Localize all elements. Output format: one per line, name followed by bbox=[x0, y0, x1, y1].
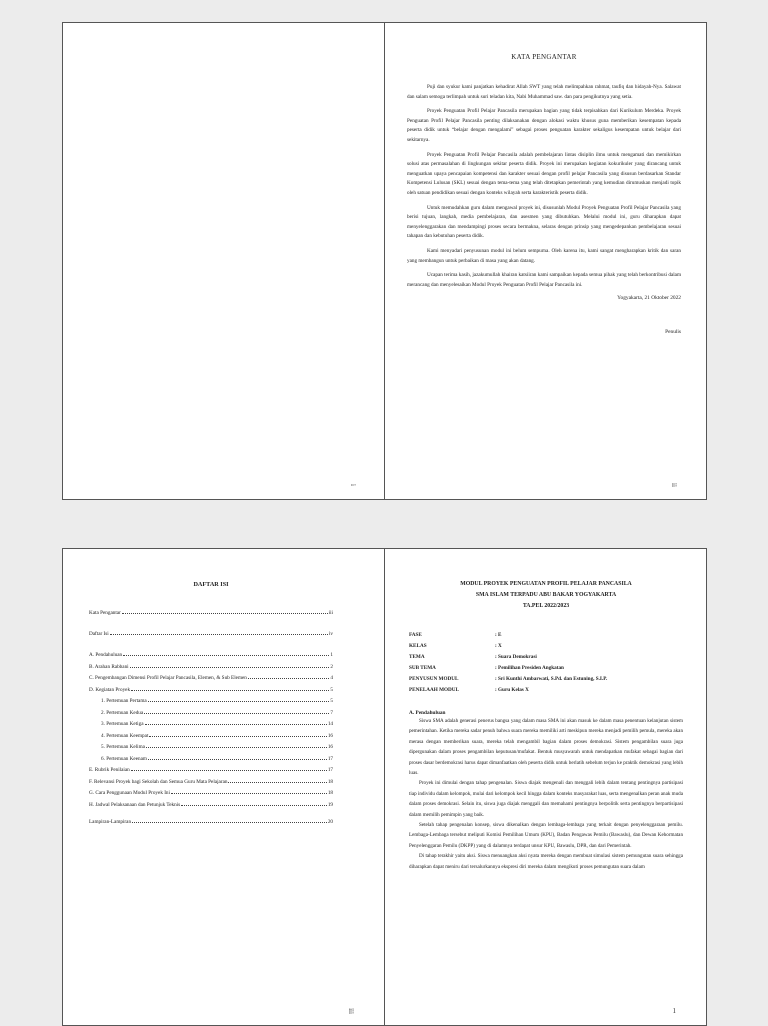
paragraph: Proyek Penguatan Profil Pelajar Pancasila merupakan bagian yang tidak terpisahkan dari Kurikulum Merdeka. Proyek Penguatan Profil Pelajar Pancasila penting dilaksanakan dengan alokasi waktu khusus guna memberikan kesempatan kepada peserta didik untuk “belajar dengan mengalami” sebagai proses penguatan karakter sekaligus kesempatan untuk belajar dari sekitarnya. bbox=[407, 108, 681, 143]
toc-page: 2 bbox=[330, 663, 333, 670]
modul-content bbox=[409, 579, 683, 872]
toc-entry[interactable] bbox=[89, 652, 333, 664]
toc-label: Lampiran-Lampiran bbox=[89, 819, 132, 825]
toc-label: F. Relevansi Proyek bagi Sekolah dan Semua Guru Mata Pelajaran bbox=[89, 778, 228, 785]
toc-leader bbox=[130, 667, 330, 668]
heading-line: SMA ISLAM TERPADU ABU BAKAR YOGYAKARTA bbox=[475, 592, 617, 598]
info-field bbox=[409, 687, 683, 698]
page-title: KATA PENGANTAR bbox=[511, 53, 577, 61]
toc-label: A. Pendahuluan bbox=[89, 652, 123, 658]
modul-page bbox=[384, 548, 707, 1026]
toc-label: E. Rubrik Penilaian bbox=[89, 767, 130, 773]
toc-label: H. Jadwal Pelaksanaan dan Petunjuk Teknis bbox=[89, 801, 181, 808]
toc-leader bbox=[146, 747, 327, 748]
toc-leader bbox=[228, 782, 326, 783]
paragraph: Proyek Penguatan Profil Pelajar Pancasila adalah pembelajaran lintas disiplin ilmu untuk mengamati dan memikirkan solusi atas permasalahan di lingkungan sekitar peserta didik. Proyek ini merupakan kegiatan kokurikuler yang dirancang untuk menguatkan upaya pencapaian kompetensi dan karakter sesuai dengan profil pelajar Pancasila yang disusun berdasarkan Standar Kompetensi Lulusan (SKL) sesuai dengan tema-tema yang telah ditetapkan pemerintah yang kemudian dirumuskan menjadi topik oleh satuan pendidikan sesuai dengan konteks wilayah serta karakteristik peserta didik. bbox=[407, 151, 681, 196]
toc-label: 1. Pertemuan Pertama bbox=[101, 698, 147, 704]
page-number: ii bbox=[670, 483, 679, 487]
toc-leader bbox=[181, 805, 327, 806]
toc-label: 2. Pertemuan Kedua bbox=[101, 709, 144, 716]
field-key: TEMA bbox=[409, 654, 425, 660]
toc-leader bbox=[171, 793, 327, 794]
toc-leader bbox=[145, 724, 327, 725]
toc-label: 4. Pertemuan Keempat bbox=[101, 732, 149, 739]
paragraph: Setelah tahap pengenalan konsep, siswa dikenalkan dengan lembaga-lembaga yang terkait dengan penyelenggaraan pemilu. Lembaga-Lembaga tersebut meliputi Komisi Pemilihan Umum (KPU), Badan Pengawas Pemilu (Bawaslu), dan Dewan Kehormatan Penyelenggaran Pemilu (DKPP) yang di dalamnya terdapat unsur KPU, Bawaslu, DPR, dan dari Pemerintah. bbox=[409, 822, 683, 849]
toc-leader bbox=[248, 678, 330, 679]
toc-entry[interactable] bbox=[89, 756, 333, 768]
date-line: Yogyakarta, 21 Oktober 2022 bbox=[617, 295, 681, 302]
page-title: DAFTAR ISI bbox=[193, 581, 229, 588]
toc-entry[interactable] bbox=[89, 779, 333, 791]
toc-page: 17 bbox=[327, 755, 333, 762]
paragraph: Ucapan terima kasih, jazakumullah khairan katsiiran kami sampaikan kepada semua pihak yang telah berkontribusi dalam merancang dan menyelesaikan Modul Proyek Penguatan Profil Pelajar Pancasila ini. bbox=[407, 272, 681, 288]
toc-page: 16 bbox=[327, 732, 333, 739]
toc-entry[interactable] bbox=[89, 675, 333, 687]
toc-entry[interactable] bbox=[89, 790, 333, 802]
field-key: PENYUSUN MODUL bbox=[409, 676, 459, 682]
info-field bbox=[409, 643, 683, 654]
field-value: : Sri Kunthi Ambarwati, S.Pd. dan Estuning, S.I.P. bbox=[495, 676, 608, 682]
paragraph: Puji dan syukur kami panjatkan kehadirat Allah SWT yang telah melimpahkan rahmat, taufiq dan hidayah-Nya. Salawat dan salam semoga terlimpah untuk suri teladan kita, Nabi Muhammad saw. dan para pengikutnya yang setia. bbox=[407, 84, 681, 100]
toc-entry[interactable] bbox=[89, 664, 333, 676]
toc-page: 5 bbox=[330, 686, 333, 693]
toc-entry[interactable] bbox=[89, 744, 333, 756]
toc-label: B. Arahan Rabbani bbox=[89, 663, 129, 670]
toc-page: 18 bbox=[327, 790, 333, 796]
paragraph: Proyek ini dimulai dengan tahap pengenalan. Siswa diajak mengenali dan menggali lebih dalam tentang pentingnya partisipasi tiap individu dalam kelompok, mulai dari kelompok kecil hingga dalam konteks masyarakat luas, serta mengenalkan peran anak muda dalam proses demokrasi. Selain itu, siswa juga diajak menggali dan memahami pentingnya berpolitik serta pentingnya berpartisipasi dalam memilih pemimpin yang baik. bbox=[409, 780, 683, 818]
toc-page: 17 bbox=[327, 767, 333, 773]
toc-page: 1 bbox=[330, 652, 333, 658]
paragraph: Untuk memudahkan guru dalam mengawal proyek ini, disusunlah Modul Proyek Penguatan Profil Pelajar Pancasila yang berisi tujuan, langkah, media pembelajaran, dan asesmen yang dibutuhkan. Melalui modul ini, guru diharapkan dapat menyelenggarakan dan mendampingi proses secara bermakna, selaras dengan prinsip yang mengedepankan pembelajaran sesuai tahapan dan kebutuhan peserta didik. bbox=[407, 204, 681, 240]
blank-page bbox=[62, 22, 385, 500]
page-number: 1 bbox=[672, 1007, 676, 1015]
toc-page: iv bbox=[328, 631, 333, 637]
toc-entry[interactable] bbox=[89, 710, 333, 722]
toc-leader bbox=[132, 822, 327, 823]
toc-entry[interactable] bbox=[89, 819, 333, 831]
heading-line: MODUL PROYEK PENGUATAN PROFIL PELAJAR PANCASILA bbox=[460, 581, 632, 587]
info-field bbox=[409, 676, 683, 687]
toc-page: 19 bbox=[327, 801, 333, 808]
toc-leader bbox=[149, 736, 326, 737]
kata-pengantar-content bbox=[407, 53, 681, 335]
page-number: i bbox=[349, 484, 358, 486]
signature: Penulis bbox=[665, 329, 681, 336]
toc-page: 14 bbox=[327, 721, 333, 727]
toc-entry[interactable] bbox=[89, 698, 333, 710]
toc-leader bbox=[122, 613, 328, 614]
info-field bbox=[409, 632, 683, 643]
paragraph: Di tahap terakhir yaitu aksi. Siswa menuangkan aksi nyata mereka dengan membuat simulasi sistem pemungutan suara sehingga diharapkan dapat meniru dari tersalurkannya ekspresi diri mereka dalam mengikuti proses pemungutan suara dalam bbox=[409, 853, 683, 870]
field-value: : Guru Kelas X bbox=[495, 687, 529, 693]
toc-entry[interactable] bbox=[89, 767, 333, 779]
toc-leader bbox=[123, 655, 329, 656]
section-title: A. Pendahuluan bbox=[409, 710, 446, 716]
toc-entry[interactable] bbox=[89, 733, 333, 745]
toc-label: Kata Pengantar bbox=[89, 610, 121, 616]
toc-label: 3. Pertemuan Ketiga bbox=[101, 721, 144, 727]
toc-leader bbox=[144, 713, 329, 714]
toc-page: 16 bbox=[327, 744, 333, 750]
paragraph: Kami menyadari penyusunan modul ini belum sempurna. Oleh karena itu, kami sangat mengharapkan kritik dan saran yang membangun untuk perbaikan di masa yang akan datang. bbox=[407, 247, 681, 264]
toc-entry[interactable] bbox=[89, 610, 333, 631]
toc-page: 7 bbox=[330, 709, 333, 716]
heading-line: TA.PEL 2022/2023 bbox=[522, 603, 570, 609]
toc-leader bbox=[131, 690, 329, 691]
toc-page: 18 bbox=[327, 778, 333, 785]
toc-leader bbox=[131, 770, 327, 771]
daftar-isi-page bbox=[62, 548, 385, 1026]
table-of-contents bbox=[89, 581, 333, 831]
field-value: : Suara Demokrasi bbox=[495, 654, 537, 660]
field-key: KELAS bbox=[409, 643, 427, 649]
info-field bbox=[409, 654, 683, 665]
toc-entry[interactable] bbox=[89, 687, 333, 699]
paragraph: Siswa SMA adalah generasi penerus bangsa yang dalam masa SMA ini akan masuk ke dalam masa penentuan kelanjutan sistem pemerintahan. Ketika mereka sadar penuh bahwa suara mereka memiliki arti meskipun mereka menjadi pemilih pemula, mereka akan merasa dengan memberikan suara, mereka telah mengambil bagian dalam proses demokrasi. Sistem pengambilan suara juga dipergunakan dalam proses pengambilan keputusan/mufakat. Bentuk musyawarah untuk mendapatkan mufakat sebagai bagian dari proses dasar berdemokrasi harus dapat dimanfaatkan oleh peserta didik untuk berlatih sebelum terjun ke praktik demokrasi yang lebih luas. bbox=[409, 718, 683, 777]
toc-leader bbox=[110, 634, 328, 635]
kata-pengantar-page bbox=[384, 22, 707, 500]
field-value: : E bbox=[495, 632, 502, 638]
toc-label: C. Pengembangan Dimensi Profil Pelajar Pancasila, Elemen, & Sub Elemen bbox=[89, 675, 247, 681]
field-key: FASE bbox=[409, 632, 422, 638]
toc-page: 4 bbox=[330, 675, 333, 681]
toc-leader bbox=[148, 701, 330, 702]
toc-entry[interactable] bbox=[89, 721, 333, 733]
toc-label: D. Kegiatan Proyek bbox=[89, 686, 131, 693]
toc-entry[interactable] bbox=[89, 802, 333, 814]
page-number: iii bbox=[347, 1008, 356, 1014]
toc-leader bbox=[148, 759, 327, 760]
toc-label: 5. Pertemuan Kelima bbox=[101, 744, 145, 750]
modul-heading bbox=[409, 579, 683, 612]
field-key: SUB TEMA bbox=[409, 665, 436, 671]
toc-entry[interactable] bbox=[89, 631, 333, 652]
toc-label: G. Cara Penggunaan Modul Proyek Ini bbox=[89, 790, 170, 796]
toc-label: 6. Pertemuan Keenam bbox=[101, 755, 147, 762]
field-key: PENELAAH MODUL bbox=[409, 687, 460, 693]
toc-page: iii bbox=[328, 610, 333, 616]
field-value: : X bbox=[495, 643, 502, 649]
field-value: : Pemilihan Presiden Angkatan bbox=[495, 665, 564, 671]
toc-page: 5 bbox=[330, 698, 333, 704]
toc-page: 20 bbox=[327, 819, 333, 825]
toc-label: Daftar Isi bbox=[89, 631, 109, 637]
info-field bbox=[409, 665, 683, 676]
